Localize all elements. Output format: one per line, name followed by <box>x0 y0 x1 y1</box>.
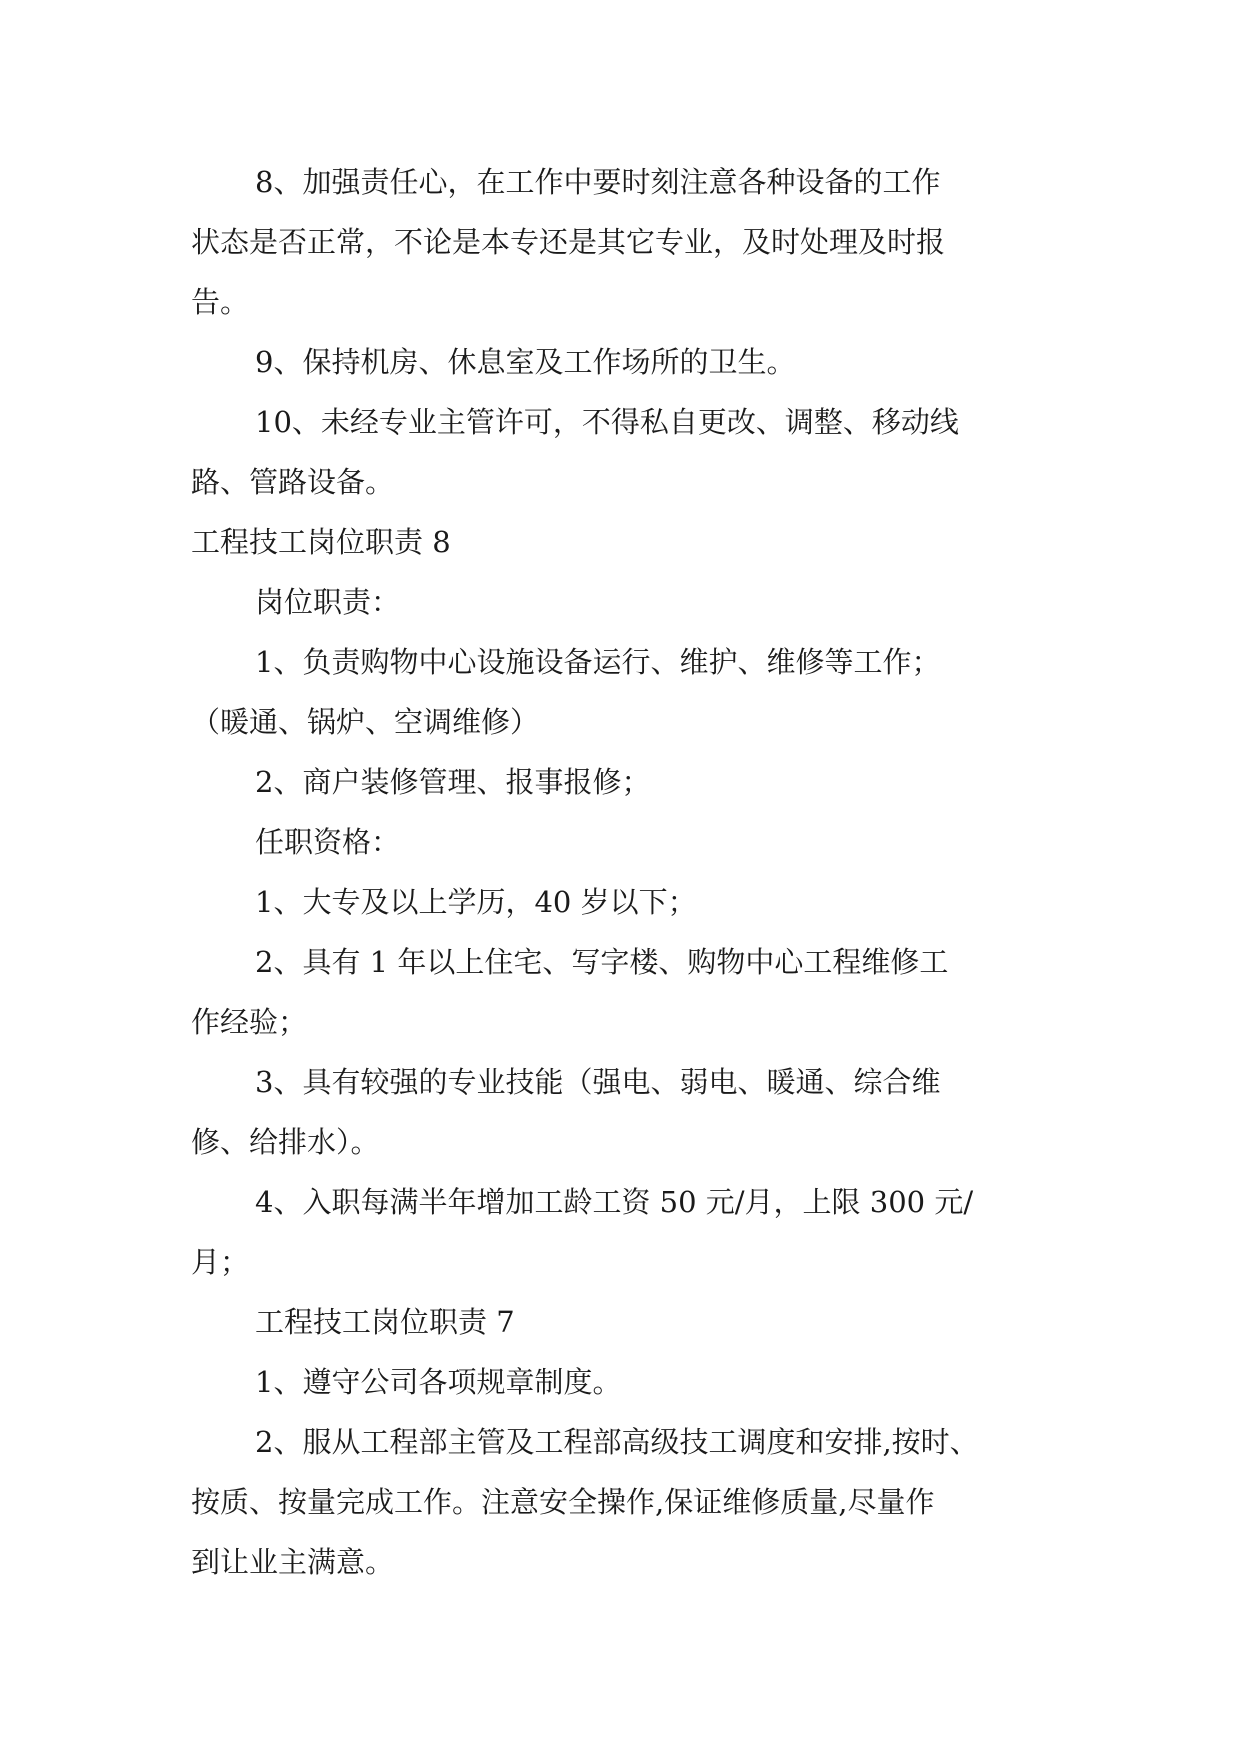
paragraph-line: 状态是否正常，不论是本专还是其它专业，及时处理及时报 <box>191 225 946 259</box>
paragraph-line: 4、入职每满半年增加工龄工资 50 元/月，上限 300 元/ <box>255 1185 974 1219</box>
paragraph-line: 到让业主满意。 <box>191 1545 395 1579</box>
section-heading: 工程技工岗位职责 8 <box>191 525 451 559</box>
paragraph-line: （暖通、锅炉、空调维修） <box>191 705 540 739</box>
paragraph-line: 作经验； <box>191 1005 308 1039</box>
paragraph-line: 月； <box>191 1245 250 1279</box>
paragraph-line: 路、管路设备。 <box>191 465 395 499</box>
section-heading: 工程技工岗位职责 7 <box>255 1305 515 1339</box>
paragraph-line: 1、大专及以上学历，40 岁以下； <box>255 885 697 919</box>
paragraph-line: 3、具有较强的专业技能（强电、弱电、暖通、综合维 <box>255 1065 941 1099</box>
subheading-duties: 岗位职责： <box>255 585 401 619</box>
paragraph-line: 1、负责购物中心设施设备运行、维护、维修等工作； <box>255 645 941 679</box>
paragraph-line: 9、保持机房、休息室及工作场所的卫生。 <box>255 345 796 379</box>
paragraph-line: 8、加强责任心，在工作中要时刻注意各种设备的工作 <box>255 165 941 199</box>
document-body <box>191 152 1061 1592</box>
paragraph-line: 2、商户装修管理、报事报修； <box>255 765 651 799</box>
paragraph-line: 2、具有 1 年以上住宅、写字楼、购物中心工程维修工 <box>255 945 949 979</box>
paragraph-line: 按质、按量完成工作。注意安全操作,保证维修质量,尽量作 <box>191 1485 935 1519</box>
subheading-qualifications: 任职资格： <box>255 825 401 859</box>
paragraph-line: 告。 <box>191 285 250 319</box>
paragraph-line: 10、未经专业主管许可，不得私自更改、调整、移动线 <box>255 405 959 439</box>
paragraph-line: 2、服从工程部主管及工程部高级技工调度和安排,按时、 <box>255 1425 979 1459</box>
paragraph-line: 修、给排水）。 <box>191 1125 380 1159</box>
paragraph-line: 1、遵守公司各项规章制度。 <box>255 1365 622 1399</box>
